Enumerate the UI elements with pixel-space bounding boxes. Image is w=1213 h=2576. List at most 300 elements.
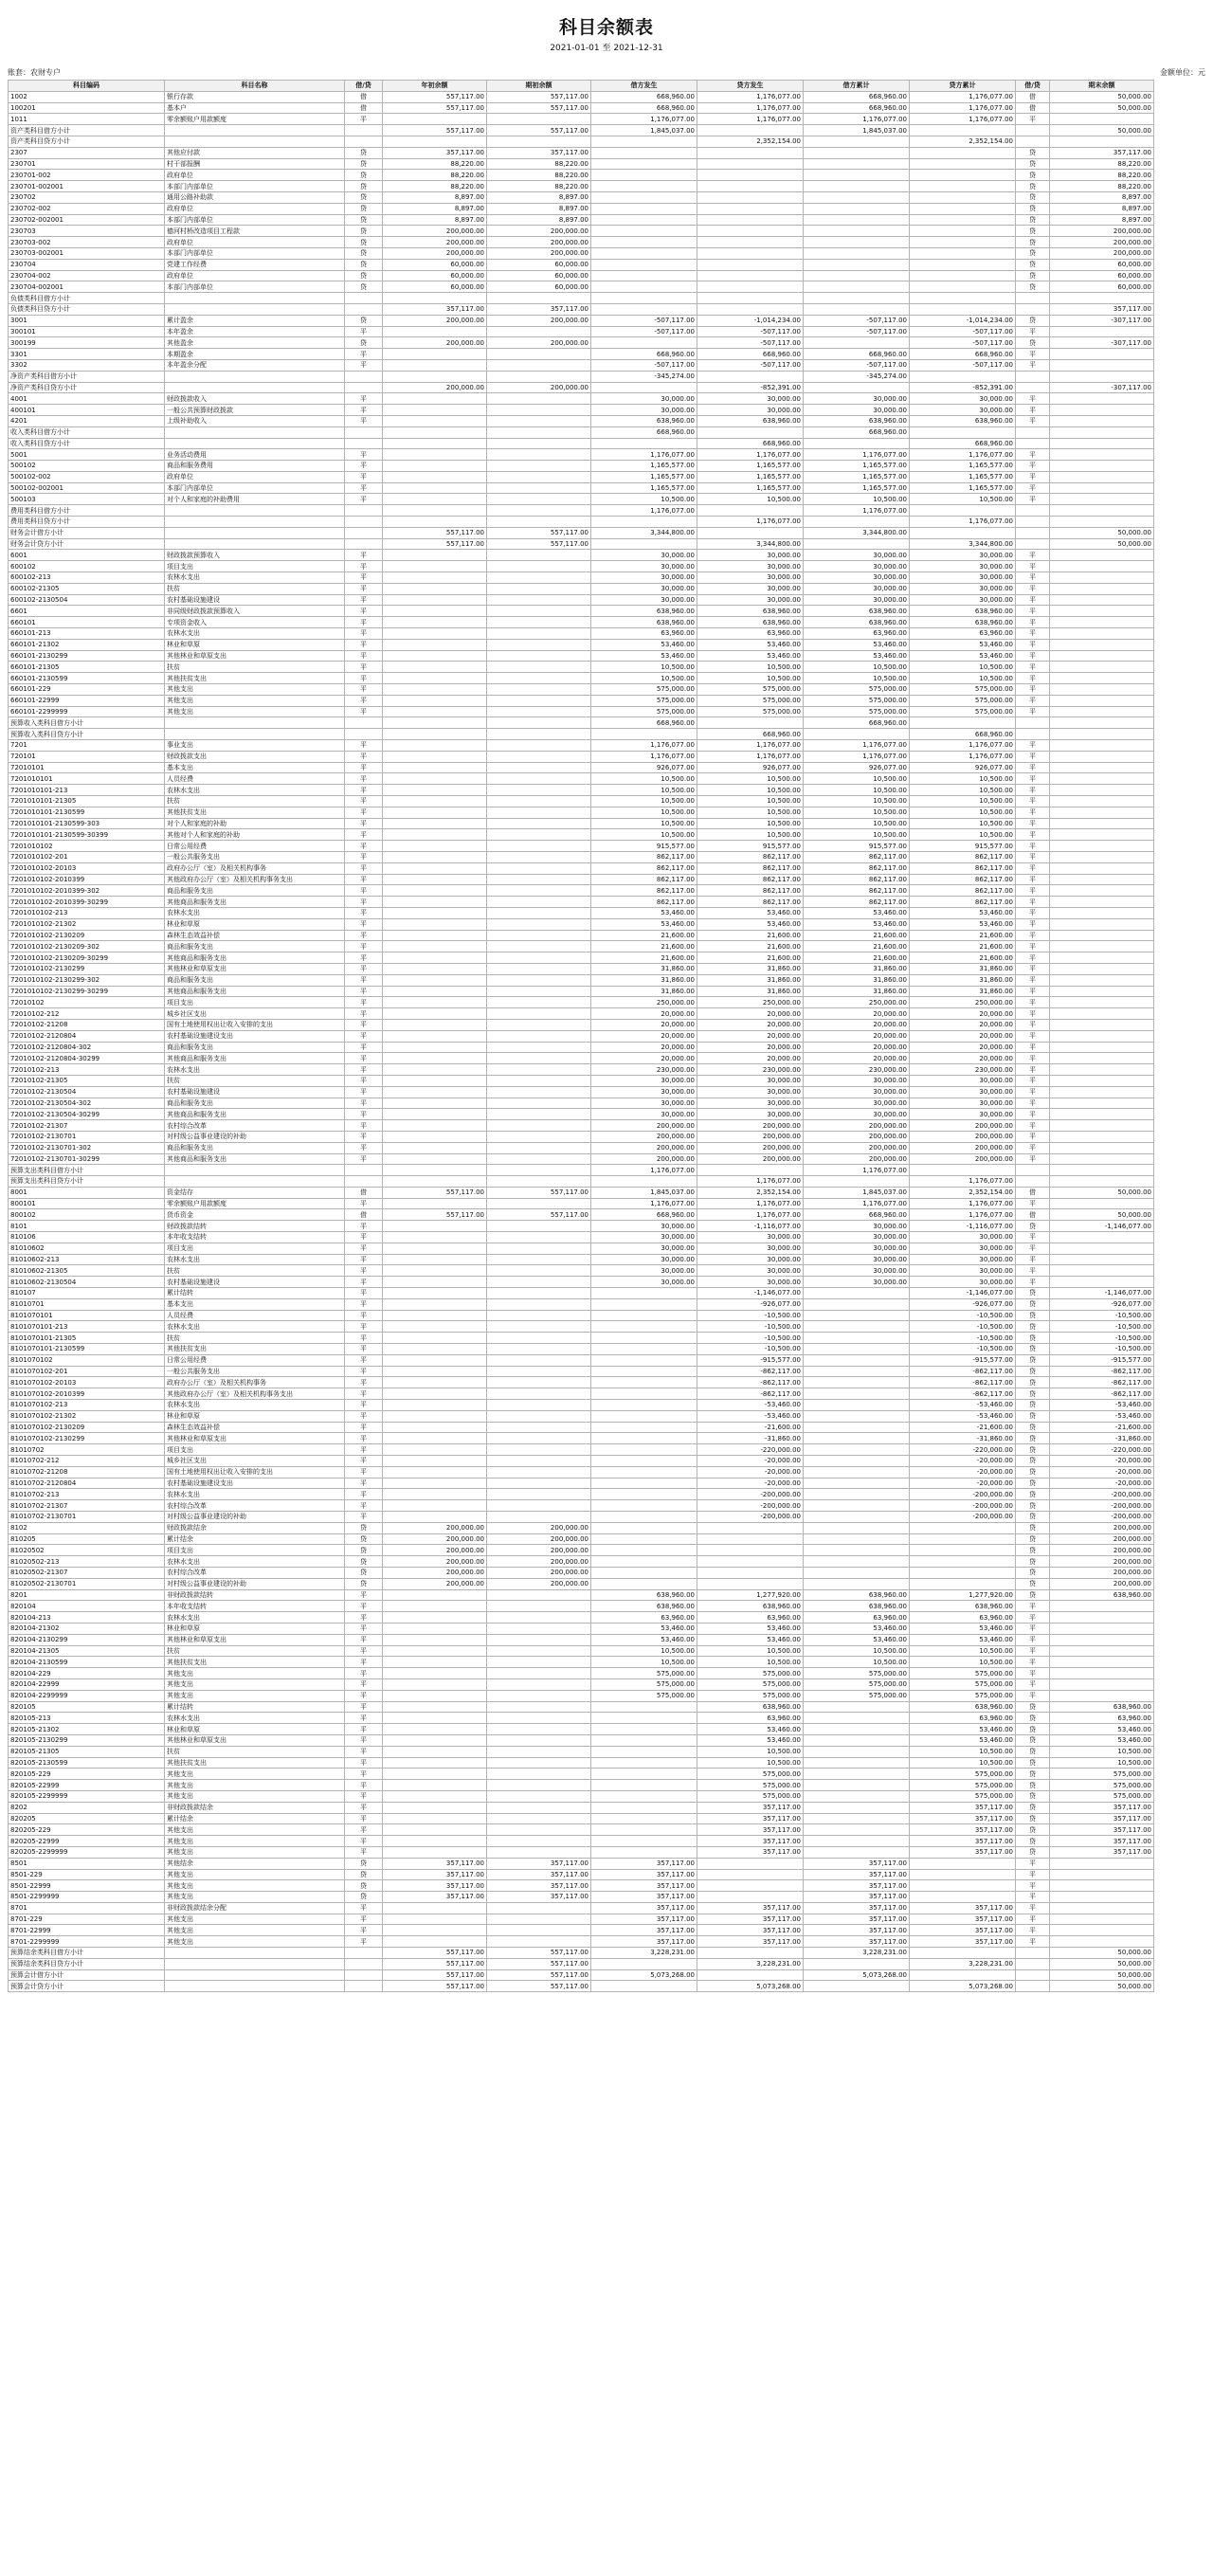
cell-debit-cumulative: 31,860.00 — [804, 963, 910, 974]
balance-table — [8, 80, 1154, 1992]
cell-code: 7201010102 — [9, 841, 165, 852]
cell-opening-year — [383, 1354, 487, 1366]
cell-opening-period — [487, 293, 591, 304]
cell-code: 72010102-2120804 — [9, 1030, 165, 1042]
cell-opening-period — [487, 1354, 591, 1366]
cell-credit-cumulative: 357,117.00 — [910, 1836, 1016, 1847]
cell-debit-cumulative — [804, 1522, 910, 1533]
table-row — [9, 315, 1154, 326]
cell-closing — [1050, 1142, 1154, 1153]
cell-code: 预算会计借方小计 — [9, 1969, 165, 1981]
cell-opening-year: 200,000.00 — [383, 1522, 487, 1533]
cell-opening-year: 357,117.00 — [383, 147, 487, 158]
cell-debit-cumulative — [804, 1333, 910, 1344]
cell-opening-period — [487, 1634, 591, 1645]
cell-code: 500103 — [9, 494, 165, 505]
cell-debit-cumulative — [804, 1478, 910, 1489]
cell-code: 8101070102-2130209 — [9, 1422, 165, 1433]
cell-opening-year — [383, 1098, 487, 1109]
cell-closing: 50,000.00 — [1050, 527, 1154, 538]
cell-credit-cumulative: 10,500.00 — [910, 673, 1016, 684]
table-row — [9, 1981, 1154, 1992]
cell-closing — [1050, 449, 1154, 461]
cell-end-direction: 贷 — [1016, 1377, 1050, 1388]
cell-credit: 30,000.00 — [697, 583, 804, 594]
cell-name: 森林生态效益补偿 — [165, 930, 345, 941]
cell-debit: 575,000.00 — [591, 695, 697, 706]
cell-opening-period: 557,117.00 — [487, 527, 591, 538]
cell-credit-cumulative: -862,117.00 — [910, 1388, 1016, 1400]
cell-credit: 1,176,077.00 — [697, 1176, 804, 1188]
cell-opening-year: 8,897.00 — [383, 191, 487, 203]
cell-debit — [591, 1466, 697, 1478]
cell-opening-period — [487, 1444, 591, 1456]
cell-code: 820105-229 — [9, 1769, 165, 1780]
cell-opening-year — [383, 326, 487, 337]
cell-opening-period — [487, 1008, 591, 1020]
cell-code: 660101-21302 — [9, 639, 165, 650]
cell-name: 其他支出 — [165, 1869, 345, 1880]
cell-closing — [1050, 1892, 1154, 1903]
cell-credit: 357,117.00 — [697, 1925, 804, 1936]
cell-credit: 357,117.00 — [697, 1936, 804, 1948]
cell-debit: 20,000.00 — [591, 1042, 697, 1053]
cell-credit: 31,860.00 — [697, 986, 804, 997]
cell-debit — [591, 1734, 697, 1746]
cell-end-direction: 平 — [1016, 874, 1050, 885]
cell-credit: 53,460.00 — [697, 918, 804, 930]
cell-debit — [591, 1724, 697, 1735]
cell-credit: 10,500.00 — [697, 1746, 804, 1757]
cell-opening-period — [487, 1333, 591, 1344]
cell-opening-year: 200,000.00 — [383, 1567, 487, 1578]
table-row — [9, 841, 1154, 852]
table-row — [9, 461, 1154, 472]
cell-credit: -862,117.00 — [697, 1366, 804, 1377]
cell-credit — [697, 237, 804, 248]
cell-credit: 1,176,077.00 — [697, 114, 804, 125]
cell-opening-year — [383, 918, 487, 930]
cell-debit-cumulative: 862,117.00 — [804, 862, 910, 874]
cell-debit: 1,176,077.00 — [591, 740, 697, 752]
cell-end-direction: 贷 — [1016, 1344, 1050, 1355]
cell-opening-year — [383, 1288, 487, 1299]
cell-direction: 平 — [345, 650, 383, 662]
cell-end-direction: 平 — [1016, 963, 1050, 974]
cell-direction: 平 — [345, 326, 383, 337]
cell-opening-period — [487, 1769, 591, 1780]
cell-end-direction: 平 — [1016, 1880, 1050, 1892]
cell-credit — [697, 1869, 804, 1880]
cell-credit — [697, 1948, 804, 1959]
cell-code: 660101-2299999 — [9, 706, 165, 717]
cell-opening-period — [487, 1478, 591, 1489]
cell-name: 其他商品和服务支出 — [165, 986, 345, 997]
cell-credit-cumulative: 20,000.00 — [910, 1019, 1016, 1030]
cell-end-direction: 平 — [1016, 1254, 1050, 1265]
cell-credit-cumulative: -53,460.00 — [910, 1410, 1016, 1422]
cell-debit — [591, 1512, 697, 1523]
cell-end-direction: 平 — [1016, 897, 1050, 908]
cell-credit-cumulative: -20,000.00 — [910, 1456, 1016, 1467]
cell-direction: 平 — [345, 807, 383, 818]
cell-debit-cumulative — [804, 1377, 910, 1388]
cell-opening-year — [383, 461, 487, 472]
cell-debit-cumulative: 668,960.00 — [804, 717, 910, 729]
cell-name: 扶贫 — [165, 1265, 345, 1277]
cell-end-direction: 平 — [1016, 1198, 1050, 1209]
cell-opening-year — [383, 1165, 487, 1176]
cell-opening-year: 60,000.00 — [383, 259, 487, 270]
cell-opening-period — [487, 1288, 591, 1299]
cell-debit-cumulative — [804, 337, 910, 349]
cell-code: 230704-002 — [9, 270, 165, 281]
cell-code: 8101070101-21305 — [9, 1333, 165, 1344]
cell-debit — [591, 1354, 697, 1366]
cell-direction: 贷 — [345, 1556, 383, 1568]
cell-opening-period — [487, 1746, 591, 1757]
cell-closing: 60,000.00 — [1050, 270, 1154, 281]
cell-opening-period — [487, 1265, 591, 1277]
cell-name: 财政拨款结转 — [165, 1221, 345, 1232]
cell-closing: 50,000.00 — [1050, 91, 1154, 102]
cell-opening-year — [383, 1657, 487, 1668]
cell-debit-cumulative — [804, 1298, 910, 1310]
cell-debit: 668,960.00 — [591, 1209, 697, 1221]
cell-credit-cumulative: 230,000.00 — [910, 1064, 1016, 1076]
cell-end-direction: 平 — [1016, 751, 1050, 762]
table-row — [9, 1869, 1154, 1880]
cell-direction: 平 — [345, 1500, 383, 1512]
cell-end-direction: 平 — [1016, 974, 1050, 986]
cell-opening-period — [487, 1668, 591, 1679]
table-row — [9, 1657, 1154, 1668]
cell-end-direction: 平 — [1016, 885, 1050, 897]
cell-closing — [1050, 751, 1154, 762]
cell-opening-period — [487, 482, 591, 494]
cell-direction: 平 — [345, 1030, 383, 1042]
cell-opening-period — [487, 706, 591, 717]
cell-credit: 53,460.00 — [697, 1734, 804, 1746]
cell-debit: 862,117.00 — [591, 897, 697, 908]
cell-credit: -53,460.00 — [697, 1410, 804, 1422]
cell-closing: 50,000.00 — [1050, 102, 1154, 114]
cell-debit-cumulative — [804, 136, 910, 147]
table-row — [9, 1456, 1154, 1467]
cell-debit: 1,165,577.00 — [591, 482, 697, 494]
cell-opening-year — [383, 1243, 487, 1254]
cell-opening-period — [487, 841, 591, 852]
cell-closing — [1050, 1019, 1154, 1030]
table-row — [9, 1690, 1154, 1701]
cell-opening-period — [487, 1344, 591, 1355]
table-row — [9, 181, 1154, 192]
table-row — [9, 1802, 1154, 1813]
cell-opening-period — [487, 1623, 591, 1634]
cell-direction: 平 — [345, 1846, 383, 1858]
cell-direction: 平 — [345, 1444, 383, 1456]
cell-debit: 30,000.00 — [591, 1221, 697, 1232]
cell-debit-cumulative: 1,176,077.00 — [804, 751, 910, 762]
cell-credit — [697, 371, 804, 382]
cell-direction: 平 — [345, 628, 383, 640]
cell-opening-period: 200,000.00 — [487, 247, 591, 259]
table-row — [9, 986, 1154, 997]
cell-debit-cumulative — [804, 1846, 910, 1858]
cell-credit-cumulative: 357,117.00 — [910, 1914, 1016, 1925]
cell-opening-period — [487, 1589, 591, 1601]
cell-direction: 贷 — [345, 1533, 383, 1545]
cell-opening-period — [487, 572, 591, 584]
cell-end-direction: 借 — [1016, 91, 1050, 102]
cell-debit-cumulative — [804, 214, 910, 226]
cell-debit — [591, 214, 697, 226]
cell-debit-cumulative: 200,000.00 — [804, 1120, 910, 1132]
cell-credit — [697, 1578, 804, 1589]
cell-end-direction: 平 — [1016, 1153, 1050, 1165]
cell-closing — [1050, 862, 1154, 874]
table-row — [9, 1198, 1154, 1209]
cell-name: 扶贫 — [165, 1075, 345, 1086]
cell-credit-cumulative: 668,960.00 — [910, 729, 1016, 740]
cell-credit: 30,000.00 — [697, 1254, 804, 1265]
cell-debit: 10,500.00 — [591, 829, 697, 841]
cell-code: 230701-002001 — [9, 181, 165, 192]
cell-credit — [697, 281, 804, 293]
cell-opening-period — [487, 393, 591, 405]
table-row — [9, 1086, 1154, 1098]
table-row — [9, 1769, 1154, 1780]
col-header-credit: 贷方发生 — [697, 81, 804, 92]
cell-debit-cumulative: 357,117.00 — [804, 1936, 910, 1948]
cell-opening-year — [383, 494, 487, 505]
table-row — [9, 1757, 1154, 1769]
cell-debit-cumulative: 10,500.00 — [804, 1657, 910, 1668]
cell-opening-period — [487, 1813, 591, 1824]
cell-opening-year — [383, 517, 487, 528]
cell-code: 8101070102-2010399 — [9, 1388, 165, 1400]
table-row — [9, 1176, 1154, 1188]
cell-end-direction — [1016, 517, 1050, 528]
cell-credit: 53,460.00 — [697, 1634, 804, 1645]
cell-credit-cumulative: 3,228,231.00 — [910, 1958, 1016, 1969]
cell-name: 城乡社区支出 — [165, 1456, 345, 1467]
cell-end-direction — [1016, 1165, 1050, 1176]
cell-name — [165, 1969, 345, 1981]
cell-credit-cumulative: 1,176,077.00 — [910, 517, 1016, 528]
cell-opening-period — [487, 1645, 591, 1657]
cell-debit-cumulative — [804, 303, 910, 315]
cell-end-direction: 平 — [1016, 918, 1050, 930]
cell-code: 230701 — [9, 158, 165, 170]
cell-opening-period — [487, 349, 591, 360]
cell-debit-cumulative: 30,000.00 — [804, 583, 910, 594]
cell-end-direction — [1016, 426, 1050, 438]
cell-direction: 平 — [345, 796, 383, 807]
cell-closing — [1050, 426, 1154, 438]
cell-direction: 平 — [345, 1713, 383, 1724]
cell-direction: 平 — [345, 1623, 383, 1634]
cell-debit-cumulative — [804, 1713, 910, 1724]
cell-debit — [591, 303, 697, 315]
cell-end-direction: 平 — [1016, 706, 1050, 717]
cell-debit-cumulative: 20,000.00 — [804, 1053, 910, 1064]
cell-direction: 贷 — [345, 1578, 383, 1589]
cell-debit-cumulative: 30,000.00 — [804, 550, 910, 561]
cell-direction: 贷 — [345, 158, 383, 170]
cell-direction: 平 — [345, 1131, 383, 1142]
cell-credit: 10,500.00 — [697, 829, 804, 841]
cell-end-direction: 贷 — [1016, 1221, 1050, 1232]
cell-opening-period — [487, 1512, 591, 1523]
cell-debit-cumulative: 10,500.00 — [804, 1645, 910, 1657]
cell-closing — [1050, 1601, 1154, 1612]
cell-opening-period — [487, 695, 591, 706]
cell-debit-cumulative: 20,000.00 — [804, 1042, 910, 1053]
cell-code: 81010702-21208 — [9, 1466, 165, 1478]
cell-end-direction: 贷 — [1016, 1321, 1050, 1333]
cell-end-direction: 平 — [1016, 606, 1050, 617]
cell-closing: 10,500.00 — [1050, 1746, 1154, 1757]
cell-code: 8101070102-21302 — [9, 1410, 165, 1422]
cell-closing — [1050, 762, 1154, 773]
cell-opening-period — [487, 461, 591, 472]
cell-end-direction: 贷 — [1016, 226, 1050, 237]
cell-end-direction — [1016, 293, 1050, 304]
cell-opening-period — [487, 1064, 591, 1076]
cell-code: 72010102-2130701 — [9, 1131, 165, 1142]
cell-end-direction: 贷 — [1016, 147, 1050, 158]
table-row — [9, 885, 1154, 897]
col-header-end-direction: 借/贷 — [1016, 81, 1050, 92]
cell-opening-year — [383, 359, 487, 371]
cell-opening-year — [383, 874, 487, 885]
cell-end-direction: 贷 — [1016, 1813, 1050, 1824]
cell-opening-year — [383, 785, 487, 796]
cell-opening-period — [487, 405, 591, 416]
cell-credit-cumulative — [910, 371, 1016, 382]
cell-code: 230703 — [9, 226, 165, 237]
cell-name — [165, 136, 345, 147]
table-row — [9, 1288, 1154, 1299]
cell-debit: 1,165,577.00 — [591, 471, 697, 482]
cell-name: 农林水支出 — [165, 1254, 345, 1265]
cell-opening-period: 200,000.00 — [487, 237, 591, 248]
cell-credit-cumulative: 1,277,920.00 — [910, 1589, 1016, 1601]
cell-credit: -53,460.00 — [697, 1400, 804, 1411]
cell-name: 非财政拨款结转 — [165, 1589, 345, 1601]
cell-code: 8101070102-213 — [9, 1400, 165, 1411]
cell-code: 230702 — [9, 191, 165, 203]
cell-credit-cumulative: 200,000.00 — [910, 1142, 1016, 1153]
cell-debit-cumulative — [804, 1556, 910, 1568]
cell-name: 城乡社区支出 — [165, 1008, 345, 1020]
cell-name: 扶贫 — [165, 662, 345, 673]
cell-opening-year — [383, 796, 487, 807]
cell-code: 8001 — [9, 1187, 165, 1198]
cell-name: 一般公共服务支出 — [165, 851, 345, 862]
cell-opening-year: 557,117.00 — [383, 125, 487, 136]
cell-credit-cumulative: 31,860.00 — [910, 963, 1016, 974]
cell-code: 660101 — [9, 617, 165, 628]
cell-end-direction: 平 — [1016, 1232, 1050, 1243]
table-row — [9, 952, 1154, 964]
table-row — [9, 226, 1154, 237]
cell-name: 项目支出 — [165, 1444, 345, 1456]
table-row — [9, 729, 1154, 740]
cell-credit: 1,176,077.00 — [697, 449, 804, 461]
cell-debit-cumulative: 30,000.00 — [804, 1232, 910, 1243]
cell-credit: 31,860.00 — [697, 963, 804, 974]
cell-opening-year — [383, 885, 487, 897]
cell-credit: 1,165,577.00 — [697, 482, 804, 494]
cell-credit-cumulative — [910, 1165, 1016, 1176]
cell-credit-cumulative: 30,000.00 — [910, 1277, 1016, 1288]
cell-credit-cumulative: -507,117.00 — [910, 337, 1016, 349]
cell-direction: 平 — [345, 1232, 383, 1243]
table-row — [9, 1321, 1154, 1333]
cell-direction: 平 — [345, 963, 383, 974]
cell-opening-period — [487, 494, 591, 505]
cell-debit-cumulative: 200,000.00 — [804, 1142, 910, 1153]
cell-name — [165, 371, 345, 382]
cell-code: 81010702-21307 — [9, 1500, 165, 1512]
cell-debit: 30,000.00 — [591, 561, 697, 572]
cell-direction: 平 — [345, 1489, 383, 1500]
cell-direction: 贷 — [345, 214, 383, 226]
cell-credit: 30,000.00 — [697, 1098, 804, 1109]
cell-opening-period: 8,897.00 — [487, 191, 591, 203]
cell-opening-year — [383, 594, 487, 606]
cell-direction: 平 — [345, 1120, 383, 1132]
cell-debit — [591, 1388, 697, 1400]
cell-debit — [591, 136, 697, 147]
cell-direction: 平 — [345, 1354, 383, 1366]
cell-name: 农林水支出 — [165, 628, 345, 640]
cell-credit-cumulative: 10,500.00 — [910, 829, 1016, 841]
cell-name: 其他盈余 — [165, 337, 345, 349]
cell-direction: 平 — [345, 1734, 383, 1746]
cell-opening-period — [487, 505, 591, 517]
cell-closing — [1050, 606, 1154, 617]
cell-credit — [697, 1858, 804, 1869]
cell-opening-year — [383, 583, 487, 594]
table-row — [9, 1746, 1154, 1757]
cell-debit: 31,860.00 — [591, 963, 697, 974]
cell-opening-period — [487, 1030, 591, 1042]
cell-opening-period — [487, 1936, 591, 1948]
cell-credit: 10,500.00 — [697, 818, 804, 829]
cell-name: 扶贫 — [165, 1645, 345, 1657]
cell-credit: 20,000.00 — [697, 1042, 804, 1053]
cell-credit-cumulative: 2,352,154.00 — [910, 136, 1016, 147]
cell-closing: 50,000.00 — [1050, 1981, 1154, 1992]
cell-name: 财政拨款预算收入 — [165, 550, 345, 561]
cell-name: 其他商品和服务支出 — [165, 952, 345, 964]
cell-end-direction: 平 — [1016, 673, 1050, 684]
cell-credit: 20,000.00 — [697, 1030, 804, 1042]
cell-debit: 1,176,077.00 — [591, 751, 697, 762]
cell-credit-cumulative: 357,117.00 — [910, 1936, 1016, 1948]
cell-credit-cumulative — [910, 426, 1016, 438]
table-row — [9, 158, 1154, 170]
cell-opening-year — [383, 1925, 487, 1936]
table-row — [9, 147, 1154, 158]
cell-closing: 357,117.00 — [1050, 147, 1154, 158]
cell-opening-period: 88,220.00 — [487, 181, 591, 192]
cell-opening-year — [383, 1254, 487, 1265]
cell-code: 8501-2299999 — [9, 1892, 165, 1903]
